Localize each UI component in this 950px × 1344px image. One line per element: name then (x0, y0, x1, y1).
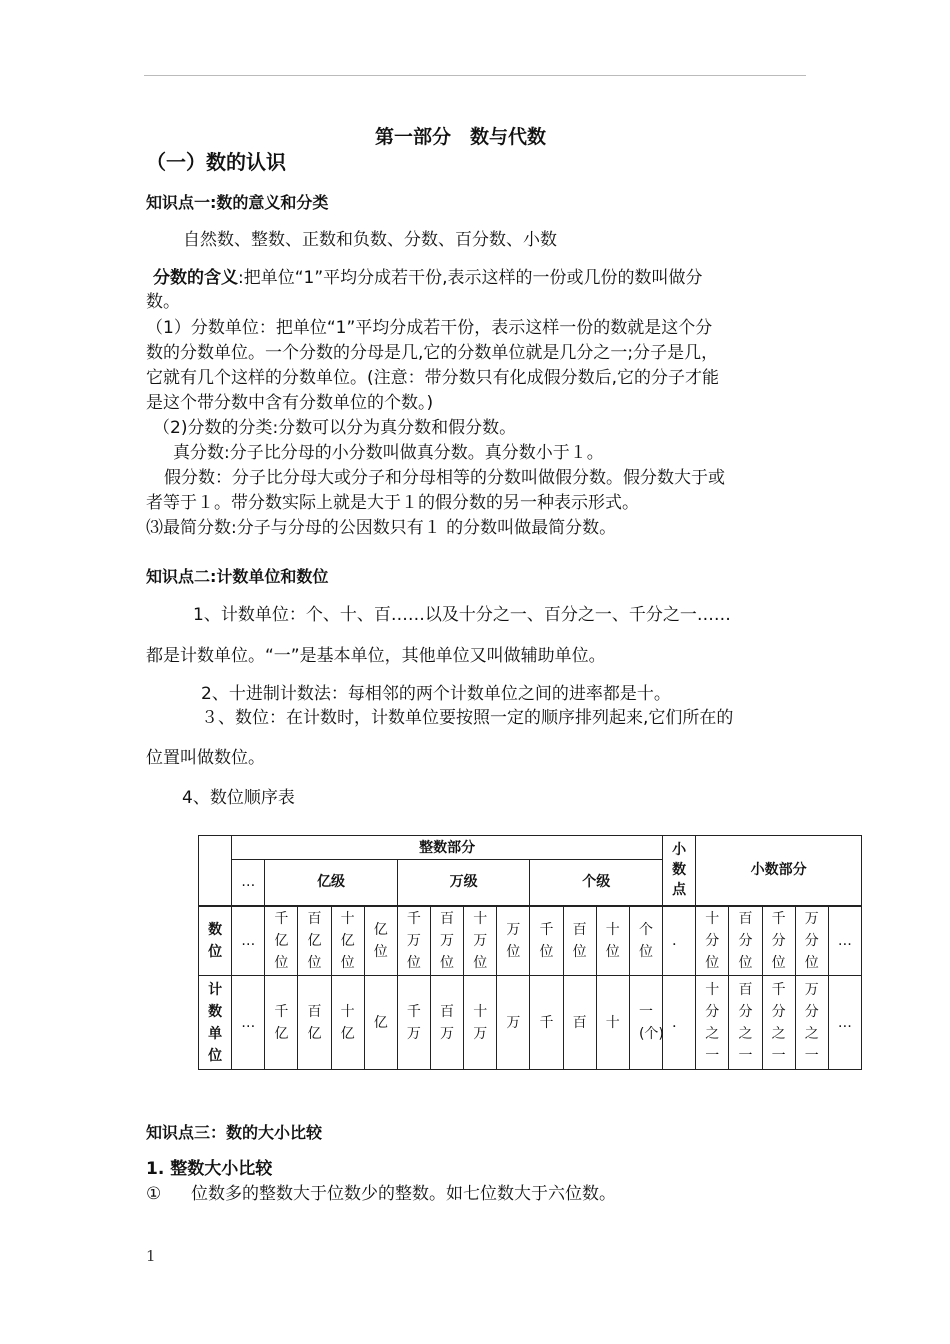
kp2-item1-line1: 1、计数单位：个、十、百……以及十分之一、百分之一、千分之一…… (193, 605, 731, 625)
place-cell-text: 百万位 (440, 910, 455, 971)
kp1-p1-line3: 它就有几个这样的分数单位。(注意：带分数只有化成假分数后,它的分子才能 (146, 368, 720, 388)
unit-cell-text: 十 (605, 1014, 620, 1031)
unit-cell-text: 千 (539, 1014, 554, 1031)
place-cell (596, 906, 629, 976)
decimal-unit-cell-text: 百分之一 (738, 981, 753, 1064)
unit-cell (430, 976, 463, 1070)
unit-cell-text: 万 (506, 1014, 521, 1031)
place-cell (331, 906, 364, 976)
place-cell (430, 906, 463, 976)
decimal-place-cell-text: 万分位 (804, 910, 819, 971)
place-cell-text: 十位 (605, 921, 620, 960)
unit-cell (629, 976, 662, 1070)
unit-cell-text: 千万 (406, 1003, 421, 1042)
place-cell-text: 千位 (539, 921, 554, 960)
kp3-heading: 知识点三：数的大小比较 (146, 1123, 323, 1142)
unit-cell-text: 百万 (440, 1003, 455, 1042)
unit-ellipsis-left: … (232, 976, 265, 1070)
unit-cell (397, 976, 430, 1070)
place-row-label-text: 数位 (208, 921, 223, 960)
kp1-heading: 知识点一:数的意义和分类 (146, 193, 329, 212)
unit-cell (265, 976, 298, 1070)
place-row (199, 906, 862, 976)
place-cell (397, 906, 430, 976)
unit-cell (331, 976, 364, 1070)
kp2-item2: 2、十进制计数法：每相邻的两个计数单位之间的进率都是十。 (201, 684, 671, 704)
unit-row-label (199, 976, 232, 1070)
decimal-place-cell-text: 十分位 (705, 910, 720, 971)
section-heading: （一）数的认识 (146, 150, 286, 174)
unit-row-label-text: 计数单位 (208, 981, 223, 1064)
decimal-unit-cell (729, 976, 762, 1070)
unit-cell (596, 976, 629, 1070)
decimal-unit-cell (795, 976, 828, 1070)
kp1-p3: ⑶最简分数:分子与分母的公因数只有１ 的分数叫做最简分数。 (146, 518, 617, 538)
kp2-item3-line2: 位置叫做数位。 (146, 748, 265, 768)
place-value-table (198, 835, 862, 1070)
decimal-place-cell (696, 906, 729, 976)
place-cell (298, 906, 331, 976)
kp1-p1-line1: （1）分数单位：把单位“1”平均分成若干份，表示这样一份的数就是这个分 (146, 318, 713, 338)
kp1-p1-line2: 数的分数单位。一个分数的分母是几,它的分数单位就是几分之一;分子是几， (146, 343, 719, 363)
decimal-place-cell (762, 906, 795, 976)
place-cell (265, 906, 298, 976)
kp2-item4: 4、数位顺序表 (182, 788, 295, 808)
place-cell (629, 906, 662, 976)
unit-cell-text: 亿 (373, 1014, 388, 1031)
decimal-place-cell (729, 906, 762, 976)
unit-ellipsis-right: … (828, 976, 861, 1070)
unit-cell-text: 一(个) (638, 1003, 664, 1042)
unit-cell-text: 百 (572, 1014, 587, 1031)
decimal-unit-cell-text: 千分之一 (771, 981, 786, 1064)
kp1-improper-line2: 者等于１。带分数实际上就是大于１的假分数的另一种表示形式。 (146, 493, 639, 513)
kp3-item-marker: ① (146, 1184, 162, 1204)
place-cell-text: 千亿位 (274, 910, 289, 971)
decimal-unit-cell-text: 万分之一 (804, 981, 819, 1064)
unit-cell (464, 976, 497, 1070)
decimal-unit-cell (696, 976, 729, 1070)
unit-decimal-point: ． (663, 976, 696, 1070)
place-cell-text: 百位 (572, 921, 587, 960)
integer-part-header: 整数部分 (232, 836, 663, 860)
kp3-item1: 位数多的整数大于位数少的整数。如七位数大于六位数。 (191, 1184, 616, 1204)
kp2-heading: 知识点二:计数单位和数位 (146, 567, 329, 586)
kp1-meaning-line1 (153, 266, 703, 290)
decimal-unit-cell (762, 976, 795, 1070)
unit-cell-text: 十万 (473, 1003, 488, 1042)
place-cell-text: 十万位 (473, 910, 488, 971)
decimal-unit-cell-text: 十分之一 (705, 981, 720, 1064)
kp2-item1-line2: 都是计数单位。“一”是基本单位，其他单位又叫做辅助单位。 (146, 646, 606, 666)
kp1-improper-line1: 假分数：分子比分母大或分子和分母相等的分数叫做假分数。假分数大于或 (164, 468, 725, 488)
place-cell-text: 个位 (638, 921, 653, 960)
place-cell-text: 千万位 (406, 910, 421, 971)
place-ellipsis-right: … (828, 906, 861, 976)
unit-cell (530, 976, 563, 1070)
page-title: 第一部分 数与代数 (375, 126, 547, 148)
decimal-place-cell-text: 千分位 (771, 910, 786, 971)
place-cell-text: 十亿位 (340, 910, 355, 971)
unit-cell (364, 976, 397, 1070)
kp1-p1-line4: 是这个带分数中含有分数单位的个数。) (146, 393, 434, 413)
unit-cell (298, 976, 331, 1070)
kp1-proper-fraction: 真分数:分子比分母的小分数叫做真分数。真分数小于１。 (173, 443, 604, 463)
decimal-point-header (663, 836, 696, 906)
place-ellipsis-left: … (232, 906, 265, 976)
kp2-item3-line1: ３、数位：在计数时，计数单位要按照一定的顺序排列起来,它们所在的 (201, 708, 734, 728)
page-number: 1 (146, 1247, 156, 1265)
kp1-meaning-line2: 数。 (146, 292, 180, 312)
wan-class-header: 万级 (397, 860, 530, 906)
header-rule (144, 75, 806, 76)
place-cell-text: 万位 (506, 921, 521, 960)
decimal-place-cell-text: 百分位 (738, 910, 753, 971)
unit-cell (497, 976, 530, 1070)
decimal-place-cell (795, 906, 828, 976)
place-decimal-point: ． (663, 906, 696, 976)
unit-cell (563, 976, 596, 1070)
decimal-part-header: 小数部分 (696, 836, 862, 906)
kp1-p2: （2)分数的分类:分数可以分为真分数和假分数。 (153, 418, 517, 438)
kp1-number-list: 自然数、整数、正数和负数、分数、百分数、小数 (183, 230, 557, 250)
unit-cell-text: 千亿 (274, 1003, 289, 1042)
kp1-meaning-text: :把单位“1”平均分成若干份,表示这样的一份或几份的数叫做分 (238, 268, 703, 288)
place-cell-text: 亿位 (373, 921, 388, 960)
place-row-label (199, 906, 232, 976)
unit-cell-text: 十亿 (340, 1003, 355, 1042)
place-cell (497, 906, 530, 976)
unit-row (199, 976, 862, 1070)
decimal-point-header-text: 小数点 (672, 842, 687, 899)
place-cell (364, 906, 397, 976)
place-cell (464, 906, 497, 976)
corner-cell (199, 836, 232, 906)
unit-cell-text: 百亿 (307, 1003, 322, 1042)
place-cell-text: 百亿位 (307, 910, 322, 971)
place-cell (563, 906, 596, 976)
kp3-subheading: 1. 整数大小比较 (146, 1159, 273, 1179)
yi-class-header: 亿级 (265, 860, 398, 906)
ellipsis-cell: … (232, 860, 265, 906)
kp1-meaning-label: 分数的含义 (153, 268, 238, 288)
place-cell (530, 906, 563, 976)
ge-class-header: 个级 (530, 860, 663, 906)
